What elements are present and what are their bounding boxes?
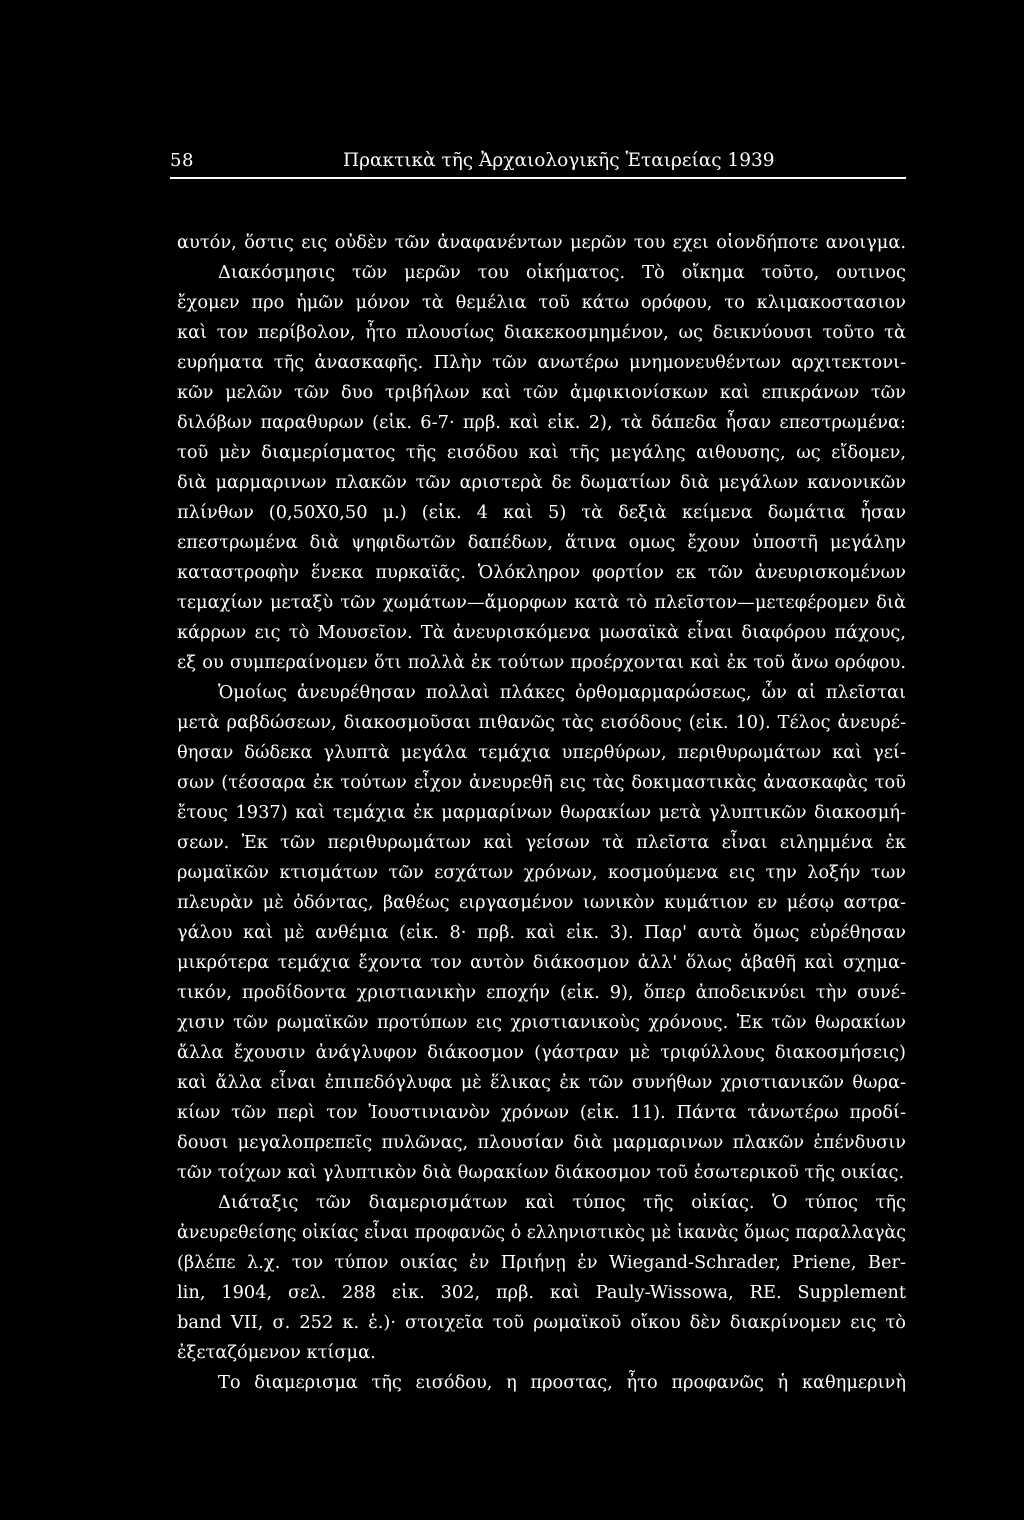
text-line: ἐξεταζόμενον κτίσμα. <box>177 1342 376 1363</box>
text-line: πλίνθων (0,50Χ0,50 μ.) (εἰκ. 4 καὶ 5) τὰ δεξιὰ κείμενα δωμάτια ἦσαν <box>177 502 906 523</box>
text-line: τῶν τοίχων καὶ γλυπτικὸν διὰ θωρακίων διάκοσμον τοῦ ἐσωτερικοῦ τῆς οικίας. <box>177 1162 905 1183</box>
text-line: διὰ μαρμαρινων πλακῶν τῶν αριστερὰ δε δωματίων διὰ μεγάλων κανονικῶν <box>177 472 906 493</box>
page-number: 58 <box>170 150 194 171</box>
text-line: γάλου καὶ μὲ ανθέμια (εἰκ. 8· πρβ. καὶ εἰκ. 3). Παρ' αυτὰ ὅμως εὑρέθησαν <box>177 922 906 943</box>
text-line: εξ ου συμπεραίνομεν ὅτι πολλὰ ἐκ τούτων προέρχονται καὶ ἐκ τοῦ ἄνω ορόφου. <box>177 652 906 673</box>
text-line: θησαν δώδεκα γλυπτὰ μεγάλα τεμάχια υπερθύρων, περιθυρωμάτων καὶ γεί- <box>177 742 906 763</box>
text-line: χισιν τῶν ρωμαϊκῶν προτύπων εις χριστιανικοὺς χρόνους. Ἐκ τῶν θωρακίων <box>177 1012 906 1033</box>
text-line: band VII, σ. 252 κ. ἑ.)· στοιχεῖα τοῦ ρωμαϊκοῦ οἴκου δὲν διακρίνομεν εις τὸ <box>177 1312 906 1333</box>
section-heading-line: Διακόσμησις τῶν μερῶν του οἰκήματος. Τὸ οἴκημα τοῦτο, ουτινος <box>218 262 906 283</box>
text-line: μικρότερα τεμάχια ἔχοντα τον αυτὸν διάκοσμον ἀλλ' ὅλως ἀβαθῆ καὶ σχημα- <box>177 952 906 973</box>
text-line: σων (τέσσαρα ἐκ τούτων εἶχον ἀνευρεθῆ εις τὰς δοκιμαστικὰς ἀνασκαφὰς τοῦ <box>177 772 906 793</box>
text-line: διλόβων παραθυρων (εἰκ. 6-7· πρβ. καὶ εἰκ. 2), τὰ δάπεδα ἦσαν επεστρωμένα: <box>177 412 906 433</box>
header-rule <box>170 177 906 179</box>
text-line: σεων. Ἐκ τῶν περιθυρωμάτων καὶ γείσων τὰ πλεῖστα εἶναι ειλημμένα ἐκ <box>177 832 906 853</box>
text-line: αυτόν, ὅστις εις οὐδὲν τῶν ἀναφανέντων μερῶν του εχει οἱονδήποτε ανοιγμα. <box>177 232 906 253</box>
text-line: ἔχομεν προ ἡμῶν μόνον τὰ θεμέλια τοῦ κάτω ορόφου, το κλιμακοστασιον <box>177 292 906 313</box>
text-line: κάρρων εις τὸ Μουσεῖον. Τὰ ἀνευρισκόμενα μωσαϊκὰ εἶναι διαφόρου πάχους, <box>177 622 906 643</box>
text-line: ευρήματα τῆς ἀνασκαφῆς. Πλὴν τῶν ανωτέρω μνημονευθέντων αρχιτεκτονι- <box>177 352 906 373</box>
text-line: τικόν, προδίδοντα χριστιανικὴν εποχήν (εἰκ. 9), ὅπερ ἀποδεικνύει τὴν συνέ- <box>177 982 906 1003</box>
text-line: τεμαχίων μεταξὺ τῶν χωμάτων—ἄμορφων κατὰ τὸ πλεῖστον—μετεφέρομεν διὰ <box>177 592 906 613</box>
text-line: καταστροφὴν ἕνεκα πυρκαϊᾶς. Ὁλόκληρον φορτίον εκ τῶν ἀνευρισκομένων <box>177 562 906 583</box>
text-line: καὶ τον περίβολον, ἦτο πλουσίως διακεκοσμημένον, ως δεικνύουσι τοῦτο τὰ <box>177 322 906 343</box>
text-line: ἔτους 1937) καὶ τεμάχια ἐκ μαρμαρίνων θωρακίων μετὰ γλυπτικῶν διακοσμή- <box>177 802 906 823</box>
text-line: ἄλλα ἔχουσιν ἀνάγλυφον διάκοσμον (γάστραν μὲ τριφύλλους διακοσμήσεις) <box>177 1042 906 1063</box>
text-line: μετὰ ραβδώσεων, διακοσμοῦσαι πιθανῶς τὰς εισόδους (εἰκ. 10). Τέλος ἀνευρέ- <box>177 712 906 733</box>
page-header <box>170 150 906 180</box>
text-line: κίων τῶν περὶ τον Ἰουστινιανὸν χρόνων (εἰκ. 11). Πάντα τἀνωτέρω προδί- <box>177 1102 906 1123</box>
text-line: πλευρὰν μὲ ὀδόντας, βαθέως ειργασμένον ιωνικὸν κυμάτιον εν μέσῳ αστρα- <box>177 892 906 913</box>
text-line: κῶν μελῶν τῶν δυο τριβήλων καὶ τῶν ἀμφικιονίσκων καὶ επικράνων τῶν <box>177 382 906 403</box>
text-line: ἀνευρεθείσης οἰκίας εἶναι προφανῶς ὁ ελληνιστικὸς μὲ ἱκανὰς ὅμως παραλλαγὰς <box>177 1223 906 1243</box>
text-line: Ὁμοίως ἀνευρέθησαν πολλαὶ πλάκες ὀρθομαρμαρώσεως, ὧν αἱ πλεῖσται <box>218 682 906 703</box>
running-head: Πρακτικὰ τῆς Ἀρχαιολογικῆς Ἑταιρείας 1939 <box>343 150 775 171</box>
text-line: (βλέπε λ.χ. τον τύπον οικίας ἐν Πριήνῃ ἐν Wiegand-Schrader, Priene, Ber- <box>177 1252 906 1273</box>
text-line: επεστρωμένα διὰ ψηφιδωτῶν δαπέδων, ἅτινα ομως ἔχουν ὑποστῆ μεγάλην <box>177 532 906 553</box>
text-line: καὶ ἄλλα εἶναι ἐπιπεδόγλυφα μὲ ἕλικας ἐκ τῶν συνήθων χριστιανικῶν θωρα- <box>177 1072 906 1093</box>
text-line: τοῦ μὲν διαμερίσματος τῆς εισόδου καὶ τῆς μεγάλης αιθουσης, ως εἴδομεν, <box>177 442 906 463</box>
text-line: lin, 1904, σελ. 288 εἰκ. 302, πρβ. καὶ Pauly-Wissowa, RE. Supplement <box>177 1282 906 1303</box>
text-line: Το διαμερισμα τῆς εισόδου, η προστας, ἦτο προφανῶς ἡ καθημερινὴ <box>218 1372 906 1393</box>
text-line: ρωμαϊκῶν κτισμάτων τῶν εσχάτων χρόνων, κοσμούμενα εις την λοξήν των <box>177 862 906 883</box>
section-heading-line: Διάταξις τῶν διαμερισμάτων καὶ τύπος τῆς οἰκίας. Ὁ τύπος τῆς <box>218 1192 906 1213</box>
text-line: δουσι μεγαλοπρεπεῖς πυλῶνας, πλουσίαν διὰ μαρμαρινων πλακῶν ἐπένδυσιν <box>177 1132 906 1153</box>
